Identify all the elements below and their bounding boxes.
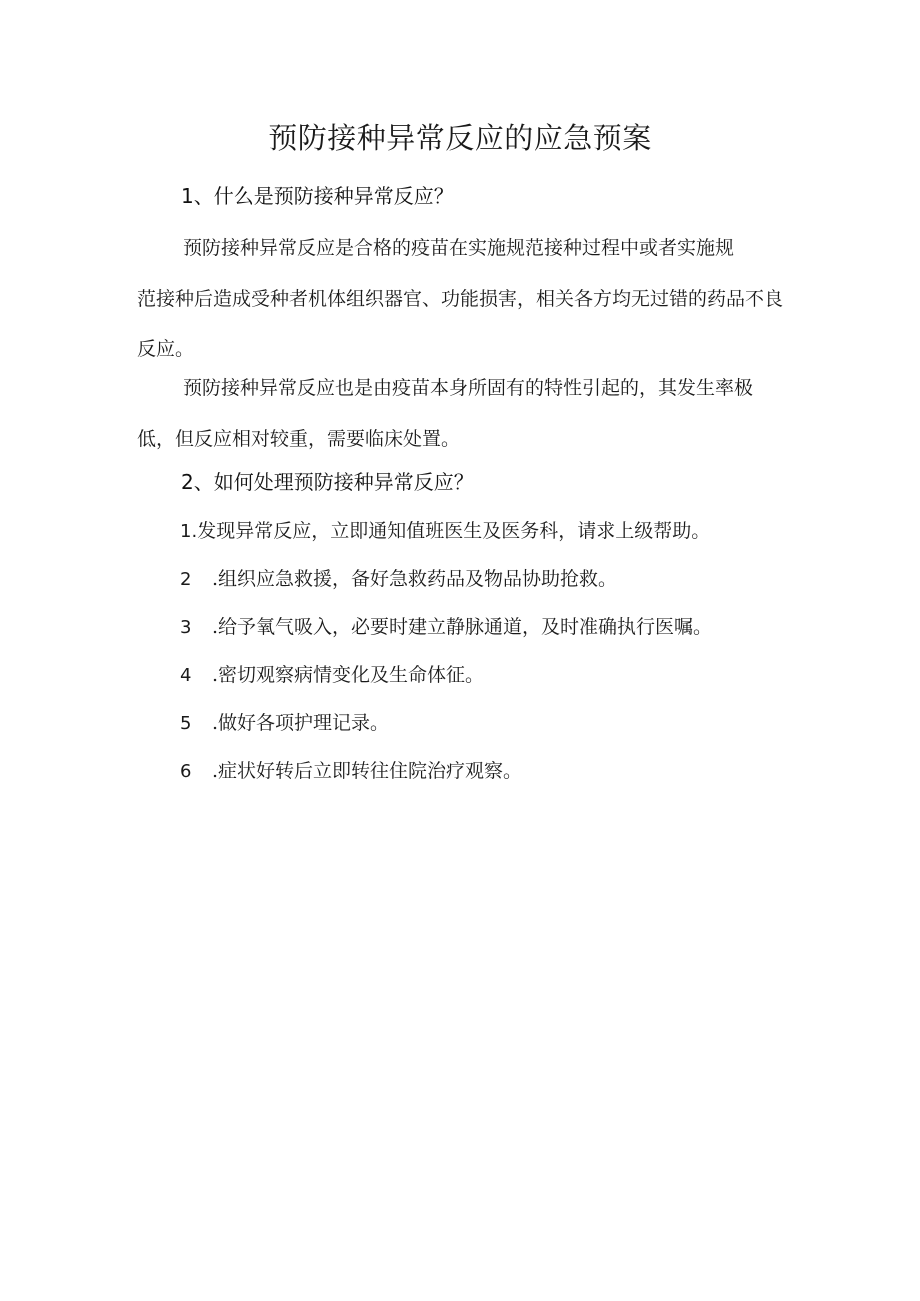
step-text: .症状好转后立即转往住院治疗观察。 [212, 760, 523, 782]
step-number: 2 [180, 569, 192, 590]
step-text: .组织应急救援，备好急救药品及物品协助抢救。 [212, 568, 618, 590]
step-item-1 [180, 515, 710, 548]
step-text: .密切观察病情变化及生命体征。 [212, 664, 485, 686]
section-1-heading: 1、什么是预防接种异常反应？ [181, 184, 454, 208]
document-title: 预防接种异常反应的应急预案 [268, 121, 652, 155]
step-text: .做好各项护理记录。 [212, 712, 390, 734]
step-text: 发现异常反应，立即通知值班医生及医务科，请求上级帮助。 [197, 520, 711, 542]
step-item-3 [180, 611, 712, 644]
section-2-heading: 2、如何处理预防接种异常反应？ [181, 470, 474, 494]
paragraph-continuation: 低，但反应相对较重，需要临床处置。 [137, 428, 461, 450]
paragraph-first-line: 预防接种异常反应是合格的疫苗在实施规范接种过程中或者实施规 [183, 237, 735, 259]
step-item-4 [180, 659, 484, 692]
step-item-5 [180, 707, 389, 740]
step-number: 1. [180, 521, 198, 542]
step-text: .给予氧气吸入，必要时建立静脉通道，及时准确执行医嘱。 [212, 616, 713, 638]
step-number: 6 [180, 761, 192, 782]
step-number: 3 [180, 617, 192, 638]
paragraph-first-line: 预防接种异常反应也是由疫苗本身所固有的特性引起的，其发生率极 [183, 377, 754, 399]
step-item-2 [180, 563, 617, 596]
paragraph-continuation: 范接种后造成受种者机体组织器官、功能损害，相关各方均无过错的药品不良反应。 [137, 288, 784, 360]
step-number: 4 [180, 665, 192, 686]
section-1-paragraph-1 [137, 222, 787, 374]
step-number: 5 [180, 713, 192, 734]
step-item-6 [180, 755, 522, 788]
section-1-paragraph-2 [137, 362, 787, 464]
